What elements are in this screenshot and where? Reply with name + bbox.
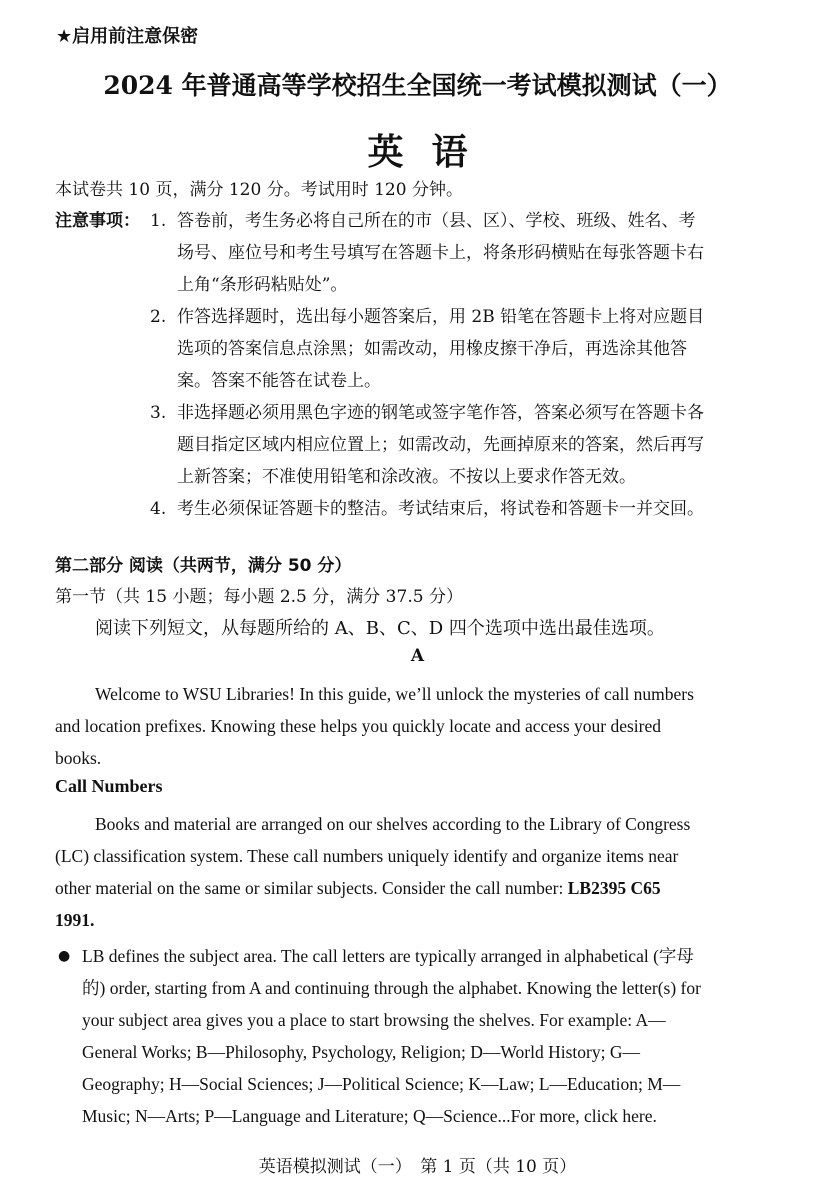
note-number: 3. bbox=[150, 403, 167, 423]
note-line: 案。答案不能答在试卷上。 bbox=[177, 371, 381, 391]
passage-letter: A bbox=[410, 646, 425, 666]
note-line: 题目指定区域内相应位置上；如需改动，先画掉原来的答案，然后再写 bbox=[177, 435, 704, 455]
note-line: 作答选择题时，选出每小题答案后，用 2B 铅笔在答题卡上将对应题目 bbox=[177, 307, 705, 327]
note-line: 上角“条形码粘贴处”。 bbox=[177, 275, 348, 295]
passage-line: Welcome to WSU Libraries! In this guide, we’ll unlock the mysteries of call numbers bbox=[95, 684, 694, 704]
note-line: 选项的答案信息点涂黑；如需改动，用橡皮擦干净后，再选涂其他答 bbox=[177, 339, 687, 359]
passage-line: books. bbox=[55, 748, 102, 768]
passage-line bbox=[55, 904, 94, 936]
reading-instruction: 阅读下列短文，从每题所给的 A、B、C、D 四个选项中选出最佳选项。 bbox=[95, 618, 665, 639]
passage-line: and location prefixes. Knowing these helps you quickly locate and access your desired bbox=[55, 716, 661, 736]
subject-title: 英语 bbox=[367, 131, 496, 173]
passage-text: other material on the same or similar subjects. Consider the call number: bbox=[55, 878, 564, 898]
call-numbers-heading: Call Numbers bbox=[55, 776, 163, 796]
note-number: 2. bbox=[150, 307, 167, 327]
passage-line: Books and material are arranged on our shelves according to the Library of Congress bbox=[95, 814, 691, 834]
confidential-label: ★启用前注意保密 bbox=[56, 26, 199, 47]
bullet-line: 的) order, starting from A and continuing through the alphabet. Knowing the letter(s) for bbox=[82, 978, 701, 998]
passage-line: (LC) classification system. These call numbers uniquely identify and organize items near bbox=[55, 846, 679, 866]
note-line: 答卷前，考生务必将自己所在的市（县、区）、学校、班级、姓名、考 bbox=[177, 211, 696, 231]
bullet-line: General Works; B—Philosophy, Psychology, Religion; D—World History; G— bbox=[82, 1042, 640, 1062]
bullet-line: your subject area gives you a place to start browsing the shelves. For example: A— bbox=[82, 1010, 666, 1030]
note-line: 上新答案；不准使用铅笔和涂改液。不按以上要求作答无效。 bbox=[177, 467, 636, 487]
call-number-year: 1991 bbox=[55, 910, 90, 930]
bullet-icon: ● bbox=[58, 948, 71, 964]
part-heading: 第二部分 阅读（共两节，满分 50 分） bbox=[55, 556, 352, 576]
note-number: 4. bbox=[150, 499, 167, 519]
exam-title: 2024 年普通高等学校招生全国统一考试模拟测试（一） bbox=[103, 71, 732, 100]
note-line: 考生必须保证答题卡的整洁。考试结束后，将试卷和答题卡一并交回。 bbox=[177, 499, 704, 519]
note-line: 非选择题必须用黑色字迹的钢笔或签字笔作答，答案必须写在答题卡各 bbox=[177, 403, 704, 423]
note-line: 场号、座位号和考生号填写在答题卡上，将条形码横贴在每张答题卡右 bbox=[177, 243, 704, 263]
bullet-line: Geography; H—Social Sciences; J—Political Science; K—Law; L—Education; M— bbox=[82, 1074, 681, 1094]
passage-line bbox=[55, 872, 661, 904]
sentence-period: . bbox=[90, 910, 95, 930]
exam-intro: 本试卷共 10 页，满分 120 分。考试用时 120 分钟。 bbox=[55, 180, 463, 200]
call-number-example: LB2395 C65 bbox=[567, 878, 661, 898]
notes-label: 注意事项： bbox=[55, 211, 140, 231]
note-number: 1. bbox=[150, 211, 167, 231]
bullet-line: Music; N—Arts; P—Language and Literature; Q—Science...For more, click here. bbox=[82, 1106, 657, 1126]
bullet-line: LB defines the subject area. The call letters are typically arranged in alphabetical (字母 bbox=[82, 946, 694, 966]
section-heading: 第一节（共 15 小题；每小题 2.5 分，满分 37.5 分） bbox=[55, 587, 463, 607]
page-footer: 英语模拟测试（一） 第 1 页（共 10 页） bbox=[258, 1157, 577, 1177]
